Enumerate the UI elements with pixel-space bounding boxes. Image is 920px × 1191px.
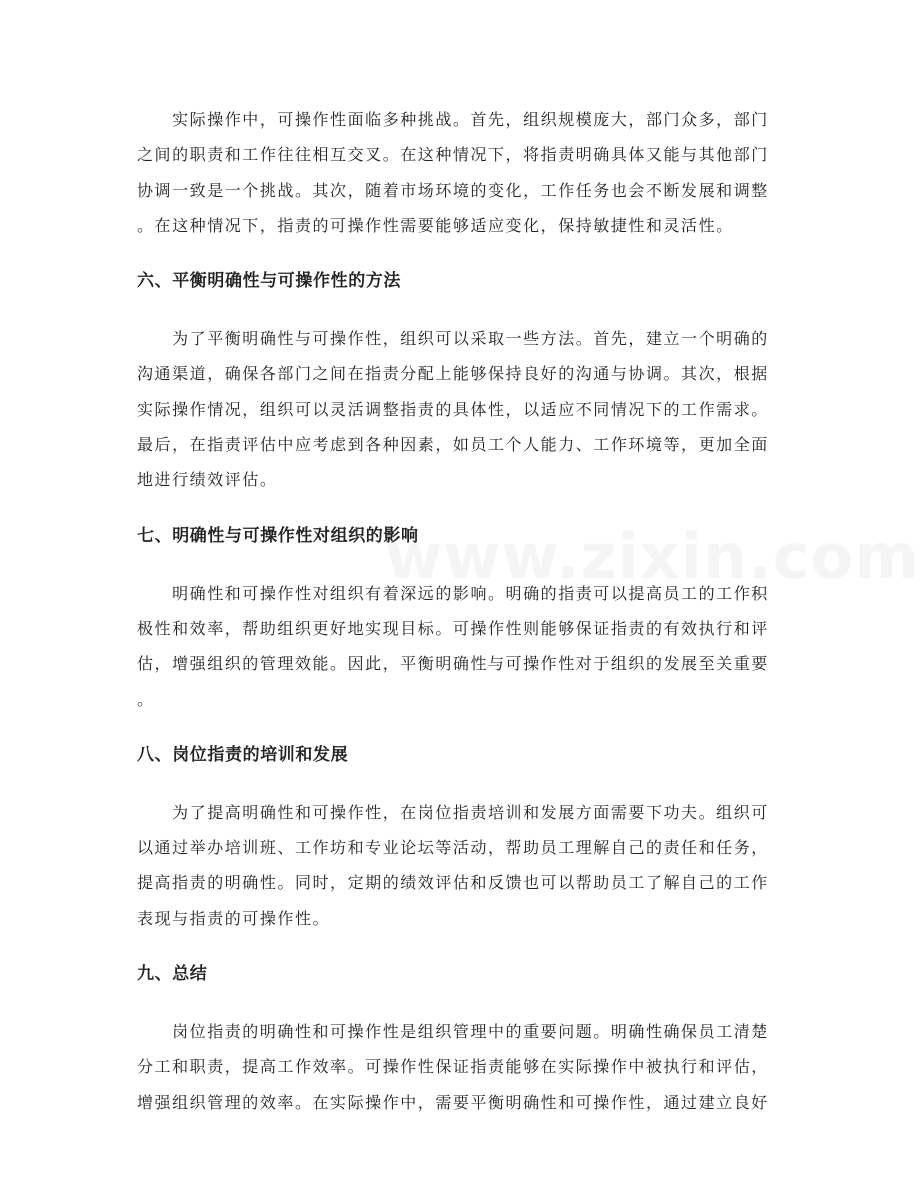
text-line: 以通过举办培训班、工作坊和专业论坛等活动，帮助员工理解自己的责任和任务，	[137, 838, 769, 858]
text-line: 明确性和可操作性对组织有着深远的影响。明确的指责可以提高员工的工作积	[137, 583, 769, 603]
text-line: 实际操作情况，组织可以灵活调整指责的具体性，以适应不同情况下的工作需求。	[137, 399, 769, 419]
paragraph	[137, 795, 785, 936]
section-heading: 八、岗位指责的培训和发展	[137, 744, 349, 765]
text-line: 之间的职责和工作往往相互交叉。在这种情况下，将指责明确具体又能与其他部门	[137, 145, 769, 165]
text-line: 岗位指责的明确性和可操作性是组织管理中的重要问题。明确性确保员工清楚	[137, 1022, 769, 1042]
section-heading: 六、平衡明确性与可操作性的方法	[137, 271, 401, 292]
text-line: 沟通渠道，确保各部门之间在指责分配上能够保持良好的沟通与协调。其次，根据	[137, 364, 769, 384]
text-line: 极性和效率，帮助组织更好地实现目标。可操作性则能够保证指责的有效执行和评	[137, 618, 769, 638]
section-heading: 七、明确性与可操作性对组织的影响	[137, 525, 419, 546]
text-line: 分工和职责，提高工作效率。可操作性保证指责能够在实际操作中被执行和评估，	[137, 1057, 769, 1077]
text-line: 实际操作中，可操作性面临多种挑战。首先，组织规模庞大，部门众多，部门	[137, 110, 769, 129]
text-line: 最后，在指责评估中应考虑到各种因素，如员工个人能力、工作环境等，更加全面	[137, 435, 769, 455]
paragraph	[137, 321, 785, 497]
text-line: 为了平衡明确性与可操作性，组织可以采取一些方法。首先，建立一个明确的	[137, 329, 769, 349]
paragraph	[137, 576, 785, 717]
text-line: 地进行绩效评估。	[137, 470, 278, 490]
text-line: 。在这种情况下，指责的可操作性需要能够适应变化，保持敏捷性和灵活性。	[137, 215, 734, 235]
text-line: 。	[137, 689, 155, 709]
text-line: 表现与指责的可操作性。	[137, 908, 331, 928]
text-line: 增强组织管理的效率。在实际操作中，需要平衡明确性和可操作性，通过建立良好	[137, 1092, 769, 1112]
text-line: 估，增强组织的管理效能。因此，平衡明确性与可操作性对于组织的发展至关重要	[137, 654, 769, 674]
text-line: 提高指责的明确性。同时，定期的绩效评估和反馈也可以帮助员工了解自己的工作	[137, 873, 769, 893]
text-line: 协调一致是一个挑战。其次，随着市场环境的变化，工作任务也会不断发展和调整	[137, 180, 769, 200]
paragraph	[137, 1014, 785, 1120]
document-body	[137, 102, 785, 1120]
paragraph	[137, 102, 785, 243]
section-heading: 九、总结	[137, 964, 208, 985]
text-line: 为了提高明确性和可操作性，在岗位指责培训和发展方面需要下功夫。组织可	[137, 802, 769, 822]
